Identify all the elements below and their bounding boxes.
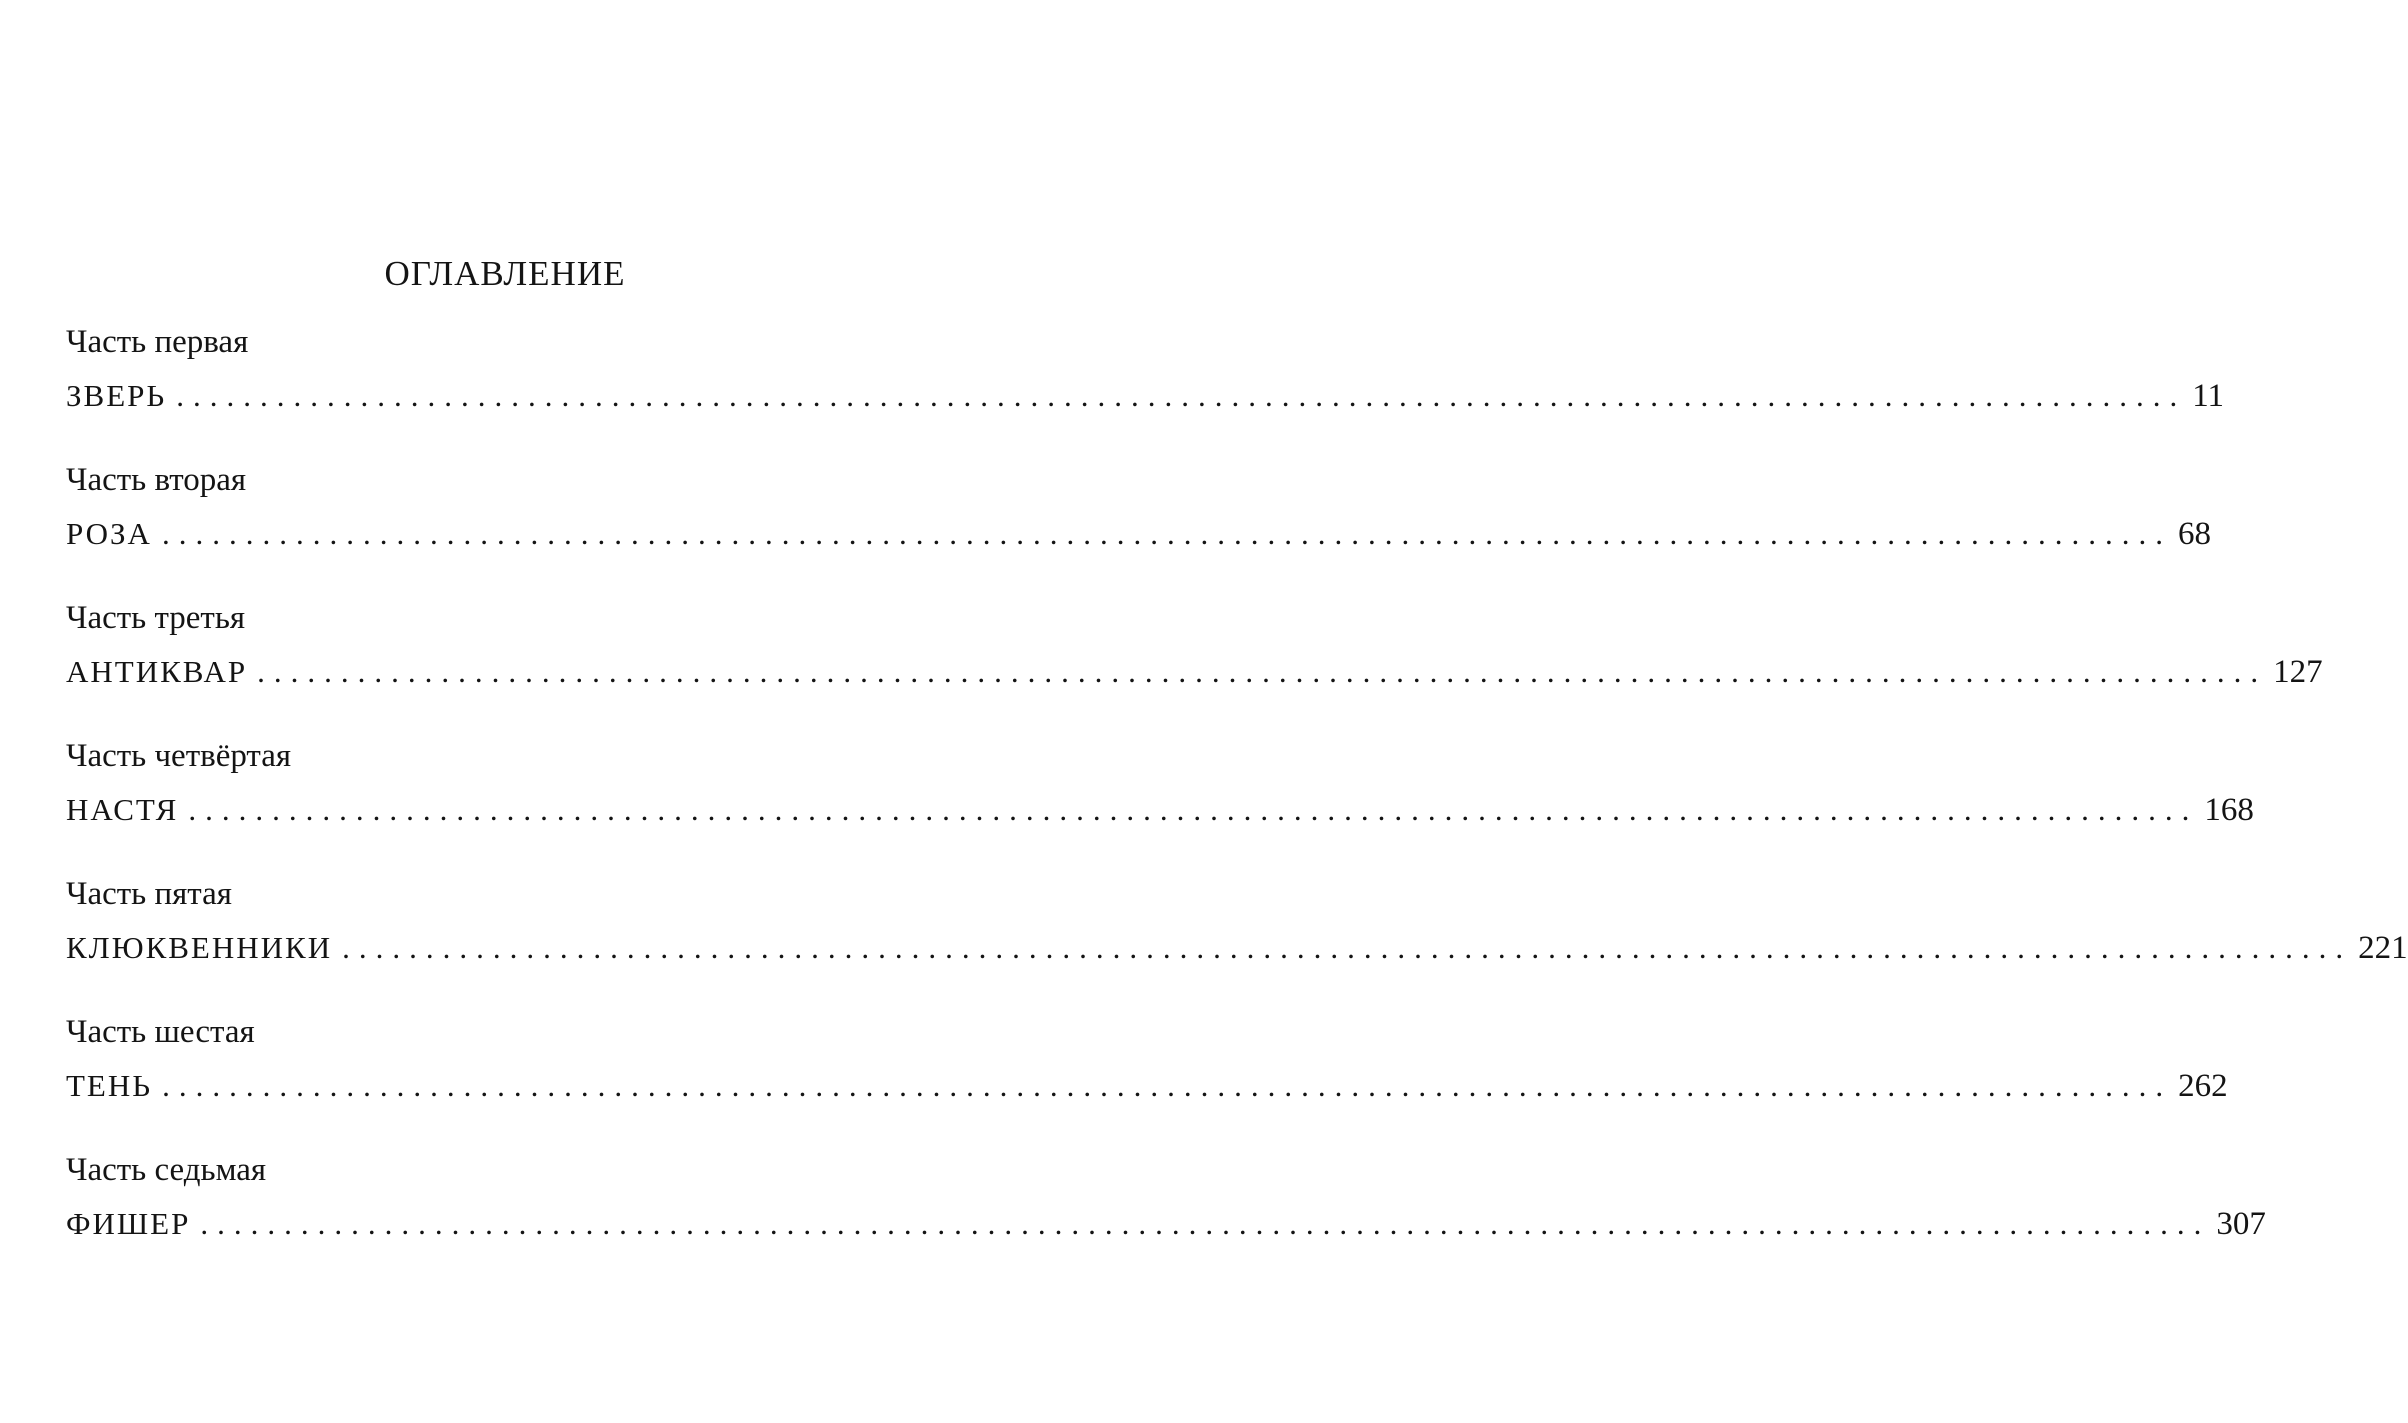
toc-entry [66,926,2408,970]
leader-dots: ........................................................................................................................ [161,516,2172,551]
toc-entry [66,1202,2266,1246]
leader-dots: ........................................................................................................................ [342,930,2353,965]
toc-part [66,598,2323,738]
part-label: Часть первая [66,324,249,360]
toc-part [66,736,2254,876]
part-label: Часть вторая [66,462,247,498]
toc-title: ОГЛАВЛЕНИЕ [384,254,626,293]
entry-page-number: 11 [2192,378,2224,414]
toc-entry [66,374,2224,418]
entry-title: АНТИКВАР [66,654,248,689]
toc-part [66,1150,2266,1290]
part-label: Часть шестая [66,1014,255,1050]
entry-page-number: 68 [2177,516,2211,552]
entry-page-number: 262 [2178,1068,2228,1104]
part-label: Часть четвёртая [66,738,292,774]
toc-entry [66,512,2211,556]
leader-dots: ........................................................................................................................ [188,792,2199,827]
entry-page-number: 307 [2216,1206,2266,1242]
toc-entry [66,788,2254,832]
toc-part [66,460,2211,600]
part-label: Часть седьмая [66,1152,267,1188]
entry-title: НАСТЯ [66,792,179,827]
leader-dots: ........................................................................................................................ [200,1206,2211,1241]
entry-title: КЛЮКВЕННИКИ [66,930,333,965]
entry-title: ТЕНЬ [66,1068,153,1103]
leader-dots: ........................................................................................................................ [162,1068,2173,1103]
toc-part [66,322,2224,462]
entry-title: РОЗА [66,516,152,551]
entry-title: ЗВЕРЬ [66,378,167,413]
entry-page-number: 127 [2273,654,2323,690]
entry-page-number: 168 [2204,792,2254,828]
toc-entry [66,1064,2228,1108]
entry-page-number: 221 [2358,930,2408,966]
part-label: Часть третья [66,600,246,636]
toc-part [66,1012,2228,1152]
toc-entry [66,650,2323,694]
toc-part [66,874,2408,1014]
leader-dots: ........................................................................................................................ [176,378,2187,413]
part-label: Часть пятая [66,876,232,912]
leader-dots: ........................................................................................................................ [257,654,2268,689]
entry-title: ФИШЕР [66,1206,191,1241]
